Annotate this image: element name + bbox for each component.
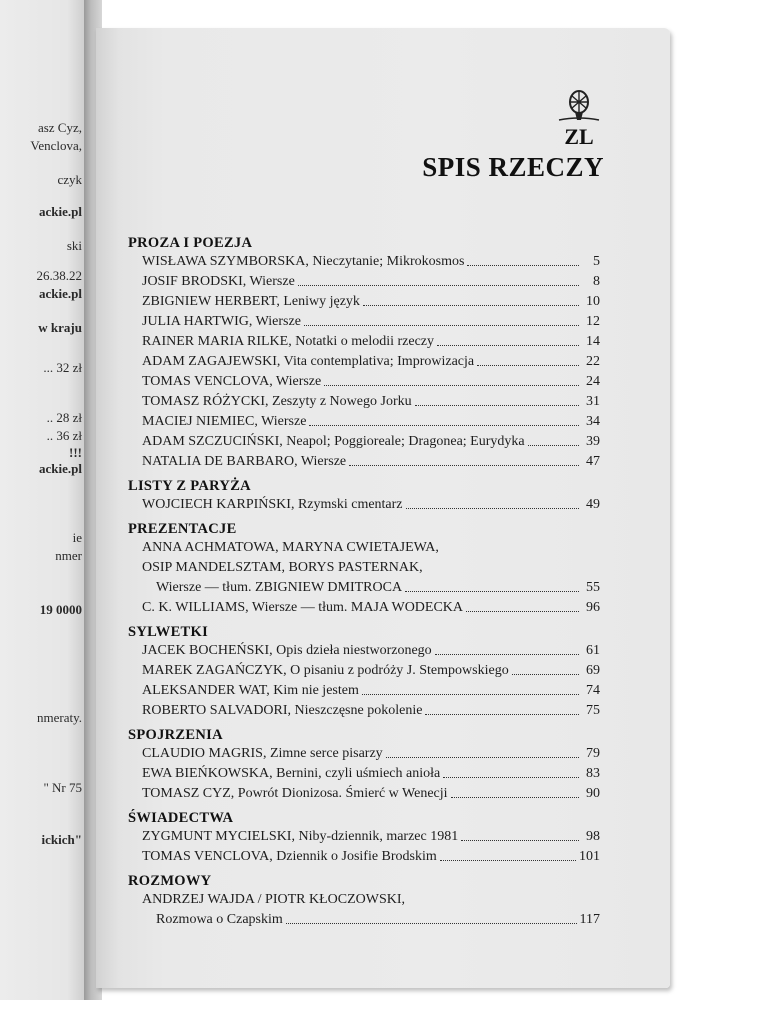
toc-page-number: 117 [579, 912, 600, 927]
toc-entry-title: MACIEJ NIEMIEC, Wiersze [142, 414, 307, 429]
toc-entry [142, 784, 600, 804]
toc-section [128, 623, 600, 721]
toc-page-number: 49 [586, 497, 600, 512]
left-page-text: ski [66, 238, 82, 253]
toc-page-number: 10 [586, 294, 600, 309]
toc-section [128, 234, 600, 472]
toc-entry [142, 827, 600, 847]
toc-entry [142, 292, 600, 312]
toc-entry-line: ANDRZEJ WAJDA / PIOTR KŁOCZOWSKI, [142, 892, 406, 907]
dot-leader [324, 384, 579, 386]
section-title: SYLWETKI [128, 624, 209, 640]
dot-leader [386, 756, 579, 758]
toc-page-number: 74 [586, 683, 600, 698]
dot-leader [467, 264, 579, 266]
toc-page-number: 101 [579, 849, 600, 864]
toc-page-number: 55 [586, 580, 600, 595]
toc-entry-title: ADAM ZAGAJEWSKI, Vita contemplativa; Improwizacja [142, 354, 475, 369]
toc-entry-title: MAREK ZAGAŃCZYK, O pisaniu z podróży J. Stempowskiego [142, 663, 509, 678]
toc-section [128, 872, 600, 930]
toc-entry [142, 847, 600, 867]
toc-entry [142, 352, 600, 372]
toc-entry-title: ROBERTO SALVADORI, Nieszczęsne pokolenie [142, 703, 423, 718]
toc-entry [142, 312, 600, 332]
toc-entry-title: JACEK BOCHEŃSKI, Opis dzieła niestworzonego [142, 643, 432, 658]
dot-leader [461, 839, 579, 841]
section-title: ŚWIADECTWA [128, 810, 234, 826]
left-page-text: 26.38.22 [36, 268, 82, 283]
toc-page-number: 8 [593, 274, 600, 289]
toc-entry [142, 332, 600, 352]
toc-entry-title: JULIA HARTWIG, Wiersze [142, 314, 301, 329]
toc-entry-title: NATALIA DE BARBARO, Wiersze [142, 454, 347, 469]
page-title: SPIS RZECZY [422, 152, 604, 182]
section-title: PREZENTACJE [128, 521, 237, 537]
dot-leader [406, 507, 579, 509]
toc-section [128, 477, 600, 515]
toc-entry-title: WISŁAWA SZYMBORSKA, Nieczytanie; Mikrokosmos [142, 254, 465, 269]
toc-entry [142, 412, 600, 432]
dot-leader [415, 404, 579, 406]
dot-leader [437, 344, 579, 346]
left-page-text: .. 36 zł [46, 428, 82, 443]
left-page-text: Venclova, [30, 138, 82, 153]
toc-section [128, 520, 600, 618]
toc-entry [142, 681, 600, 701]
dot-leader [304, 324, 579, 326]
left-page-text: w kraju [38, 320, 82, 335]
toc-entry-title: RAINER MARIA RILKE, Notatki o melodii rzeczy [142, 334, 435, 349]
section-title: PROZA I POEZJA [128, 235, 253, 251]
toc-entry [142, 432, 600, 452]
dot-leader [425, 713, 579, 715]
toc-entry-title: TOMASZ RÓŻYCKI, Zeszyty z Nowego Jorku [142, 394, 412, 409]
toc-entry-title: ALEKSANDER WAT, Kim nie jestem [142, 683, 359, 698]
dot-leader [440, 859, 576, 861]
dot-leader [451, 796, 579, 798]
toc-page-number: 24 [586, 374, 600, 389]
toc-page-number: 90 [586, 786, 600, 801]
toc-entry-title: ADAM SZCZUCIŃSKI, Neapol; Poggioreale; Dragonea; Eurydyka [142, 434, 525, 449]
dot-leader [349, 464, 579, 466]
toc-entry [142, 701, 600, 721]
dot-leader [528, 444, 579, 446]
toc-entry-title: JOSIF BRODSKI, Wiersze [142, 274, 295, 289]
toc-entry [156, 578, 600, 598]
left-page-text: asz Cyz, [37, 120, 82, 135]
toc-entry-title: Wiersze — tłum. ZBIGNIEW DMITROCA [156, 580, 403, 595]
toc-page-number: 96 [586, 600, 600, 615]
toc-page-number: 83 [586, 766, 600, 781]
toc-entry [142, 372, 600, 392]
left-page-text: !!! [69, 445, 82, 460]
toc-entry-title: EWA BIEŃKOWSKA, Bernini, czyli uśmiech anioła [142, 766, 441, 781]
toc-page-number: 69 [586, 663, 600, 678]
toc-page-number: 31 [586, 394, 600, 409]
left-page-text: ackie.pl [39, 204, 82, 219]
section-title: LISTY Z PARYŻA [128, 478, 251, 494]
toc-page-number: 98 [586, 829, 600, 844]
dot-leader [477, 364, 579, 366]
left-page-text: ackie.pl [39, 286, 82, 301]
toc-entry [142, 272, 600, 292]
dot-leader [512, 673, 579, 675]
left-page-text: nmeraty. [37, 710, 82, 725]
toc-page-number: 12 [586, 314, 600, 329]
toc-page-number: 79 [586, 746, 600, 761]
toc-entry-line: OSIP MANDELSZTAM, BORYS PASTERNAK, [142, 560, 423, 575]
toc-entry-title: TOMAS VENCLOVA, Wiersze [142, 374, 322, 389]
left-page-text: ie [72, 530, 82, 545]
toc-page-number: 61 [586, 643, 600, 658]
left-page-text: ... 32 zł [43, 360, 82, 375]
left-facing-page [0, 0, 96, 1000]
toc-entry-line: ANNA ACHMATOWA, MARYNA CWIETAJEWA, [142, 540, 439, 555]
toc-entry [142, 392, 600, 412]
toc-entry [142, 661, 600, 681]
dot-leader [309, 424, 579, 426]
dot-leader [435, 653, 579, 655]
section-title: ROZMOWY [128, 873, 212, 889]
toc-page-number: 5 [593, 254, 600, 269]
toc-page-number: 39 [586, 434, 600, 449]
left-page-text: ackie.pl [39, 461, 82, 476]
toc-section [128, 726, 600, 804]
table-of-contents [128, 234, 600, 930]
toc-entry-title: WOJCIECH KARPIŃSKI, Rzymski cmentarz [142, 497, 403, 512]
publisher-logo-icon [553, 86, 605, 156]
toc-page-number: 22 [586, 354, 600, 369]
dot-leader [286, 922, 577, 924]
toc-entry-title: CLAUDIO MAGRIS, Zimne serce pisarzy [142, 746, 383, 761]
dot-leader [363, 304, 579, 306]
toc-entry [156, 910, 600, 930]
dot-leader [466, 610, 579, 612]
dot-leader [362, 693, 579, 695]
svg-text:ZL: ZL [564, 124, 594, 149]
toc-entry-title: ZBIGNIEW HERBERT, Leniwy język [142, 294, 360, 309]
dot-leader [298, 284, 579, 286]
toc-section [128, 809, 600, 867]
toc-page-number: 14 [586, 334, 600, 349]
toc-entry-title: Rozmowa o Czapskim [156, 912, 283, 927]
toc-entry [142, 452, 600, 472]
toc-entry [142, 764, 600, 784]
left-page-text: 19 0000 [39, 602, 82, 617]
toc-entry [142, 495, 600, 515]
toc-entry [142, 252, 600, 272]
toc-page-number: 75 [586, 703, 600, 718]
section-title: SPOJRZENIA [128, 727, 223, 743]
left-page-text: ickich" [41, 832, 82, 847]
toc-entry-title: ZYGMUNT MYCIELSKI, Niby-dziennik, marzec 1981 [142, 829, 459, 844]
toc-entry [142, 641, 600, 661]
toc-page-number: 34 [586, 414, 600, 429]
toc-entry-title: TOMASZ CYZ, Powrót Dionizosa. Śmierć w Wenecji [142, 786, 448, 801]
right-page [96, 28, 670, 988]
toc-entry-title: TOMAS VENCLOVA, Dziennik o Josifie Brodskim [142, 849, 437, 864]
left-page-text: nmer [55, 548, 82, 563]
toc-entry [142, 598, 600, 618]
left-page-text: .. 28 zł [46, 410, 82, 425]
left-page-text: czyk [57, 172, 82, 187]
toc-entry [142, 744, 600, 764]
dot-leader [405, 590, 579, 592]
toc-entry-title: C. K. WILLIAMS, Wiersze — tłum. MAJA WODECKA [142, 600, 464, 615]
dot-leader [443, 776, 579, 778]
left-page-text: " Nr 75 [43, 780, 82, 795]
toc-page-number: 47 [586, 454, 600, 469]
